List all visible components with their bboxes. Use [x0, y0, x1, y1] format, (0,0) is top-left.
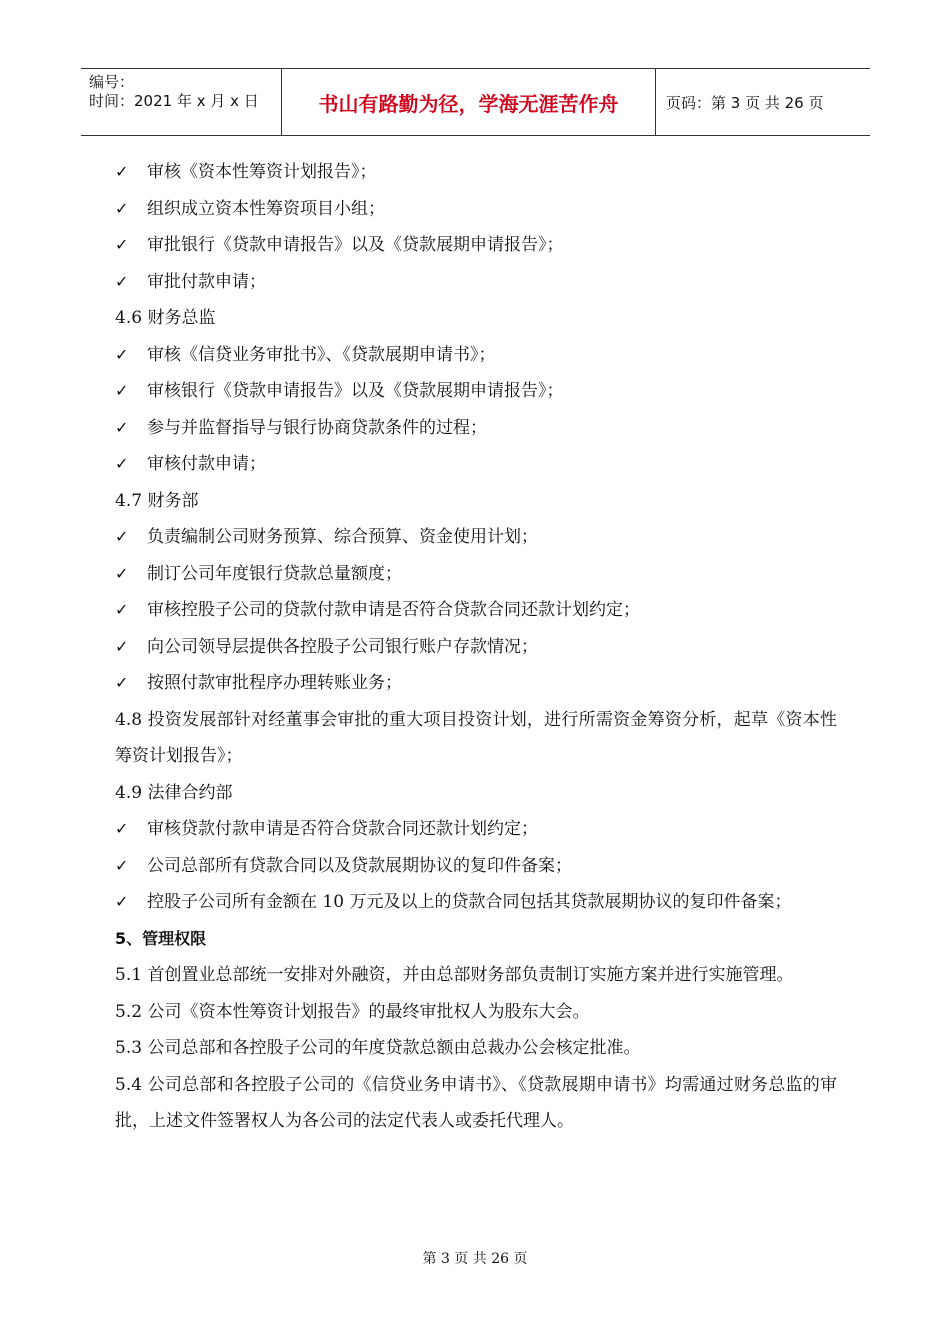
document-number-label: 编号：: [89, 73, 135, 91]
header-meta: [81, 69, 282, 135]
check-icon: ✓: [115, 162, 129, 181]
check-icon: ✓: [115, 600, 129, 619]
check-icon: ✓: [115, 527, 129, 546]
check-icon: ✓: [115, 819, 129, 838]
list-item: ✓ 审批付款申请；: [115, 264, 837, 301]
list-item: ✓ 审核贷款付款申请是否符合贷款合同还款计划约定；: [115, 811, 837, 848]
list-item: ✓ 审核《信贷业务审批书》、《贷款展期申请书》；: [115, 337, 837, 374]
list-item: ✓ 审核银行《贷款申请报告》以及《贷款展期申请报告》；: [115, 373, 837, 410]
check-icon: ✓: [115, 454, 129, 473]
section-paragraph-5-4: 5.4 公司总部和各控股子公司的《信贷业务申请书》、《贷款展期申请书》均需通过财务总监的审批，上述文件签署权人为各公司的法定代表人或委托代理人。: [115, 1074, 837, 1131]
list-item: ✓ 向公司领导层提供各控股子公司银行账户存款情况；: [115, 629, 837, 666]
list-item: ✓ 参与并监督指导与银行协商贷款条件的过程；: [115, 410, 837, 447]
header-motto: 书山有路勤为径，学海无涯苦作舟: [282, 69, 656, 135]
list-item: ✓ 审批银行《贷款申请报告》以及《贷款展期申请报告》；: [115, 227, 837, 264]
check-icon: ✓: [115, 855, 129, 875]
document-date: 时间：2021 年 x 月 x 日: [89, 92, 259, 110]
section-paragraph-5-2: 5.2 公司《资本性筹资计划报告》的最终审批权人为股东大会。: [115, 1001, 590, 1022]
top-item-list: [115, 154, 837, 300]
list-item: ✓ 组织成立资本性筹资项目小组；: [115, 191, 837, 228]
check-icon: ✓: [115, 235, 129, 254]
check-icon: ✓: [115, 271, 129, 291]
check-icon: ✓: [115, 198, 129, 218]
section-paragraph-4-8: 4.8 投资发展部针对经董事会审批的重大项目投资计划，进行所需资金筹资分析，起草《资本性筹资计划报告》；: [115, 709, 837, 766]
check-icon: ✓: [115, 563, 129, 583]
header-page-number: 页码：第 3 页 共 26 页: [666, 93, 824, 112]
page-header: [81, 68, 870, 136]
section-heading-4-6: 4.6 财务总监: [115, 308, 216, 328]
check-icon: ✓: [115, 417, 129, 437]
check-icon: ✓: [115, 892, 129, 911]
check-icon: ✓: [115, 636, 129, 656]
document-body: [115, 154, 837, 1140]
list-item: ✓ 审核《资本性筹资计划报告》；: [115, 154, 837, 191]
list-item: ✓ 按照付款审批程序办理转账业务；: [115, 665, 837, 702]
list-item: ✓ 审核控股子公司的贷款付款申请是否符合贷款合同还款计划约定；: [115, 592, 837, 629]
list-item: ✓ 制订公司年度银行贷款总量额度；: [115, 556, 837, 593]
list-item: ✓ 审核付款申请；: [115, 446, 837, 483]
list-item: ✓ 控股子公司所有金额在 10 万元及以上的贷款合同包括其贷款展期协议的复印件备案；: [115, 884, 837, 921]
section-heading-4-9: 4.9 法律合约部: [115, 782, 233, 803]
list-item: ✓ 公司总部所有贷款合同以及贷款展期协议的复印件备案；: [115, 848, 837, 885]
list-item: ✓ 负责编制公司财务预算、综合预算、资金使用计划；: [115, 519, 837, 556]
check-icon: ✓: [115, 673, 129, 692]
page-footer: 第 3 页 共 26 页: [422, 1251, 528, 1267]
section-heading-5: 5、管理权限: [115, 928, 207, 948]
section-paragraph-5-1: 5.1 首创置业总部统一安排对外融资，并由总部财务部负责制订实施方案并进行实施管理。: [115, 965, 794, 985]
section-heading-4-7: 4.7 财务部: [115, 490, 199, 511]
section-paragraph-5-3: 5.3 公司总部和各控股子公司的年度贷款总额由总裁办公会核定批准。: [115, 1038, 641, 1058]
check-icon: ✓: [115, 344, 129, 364]
check-icon: ✓: [115, 381, 129, 400]
